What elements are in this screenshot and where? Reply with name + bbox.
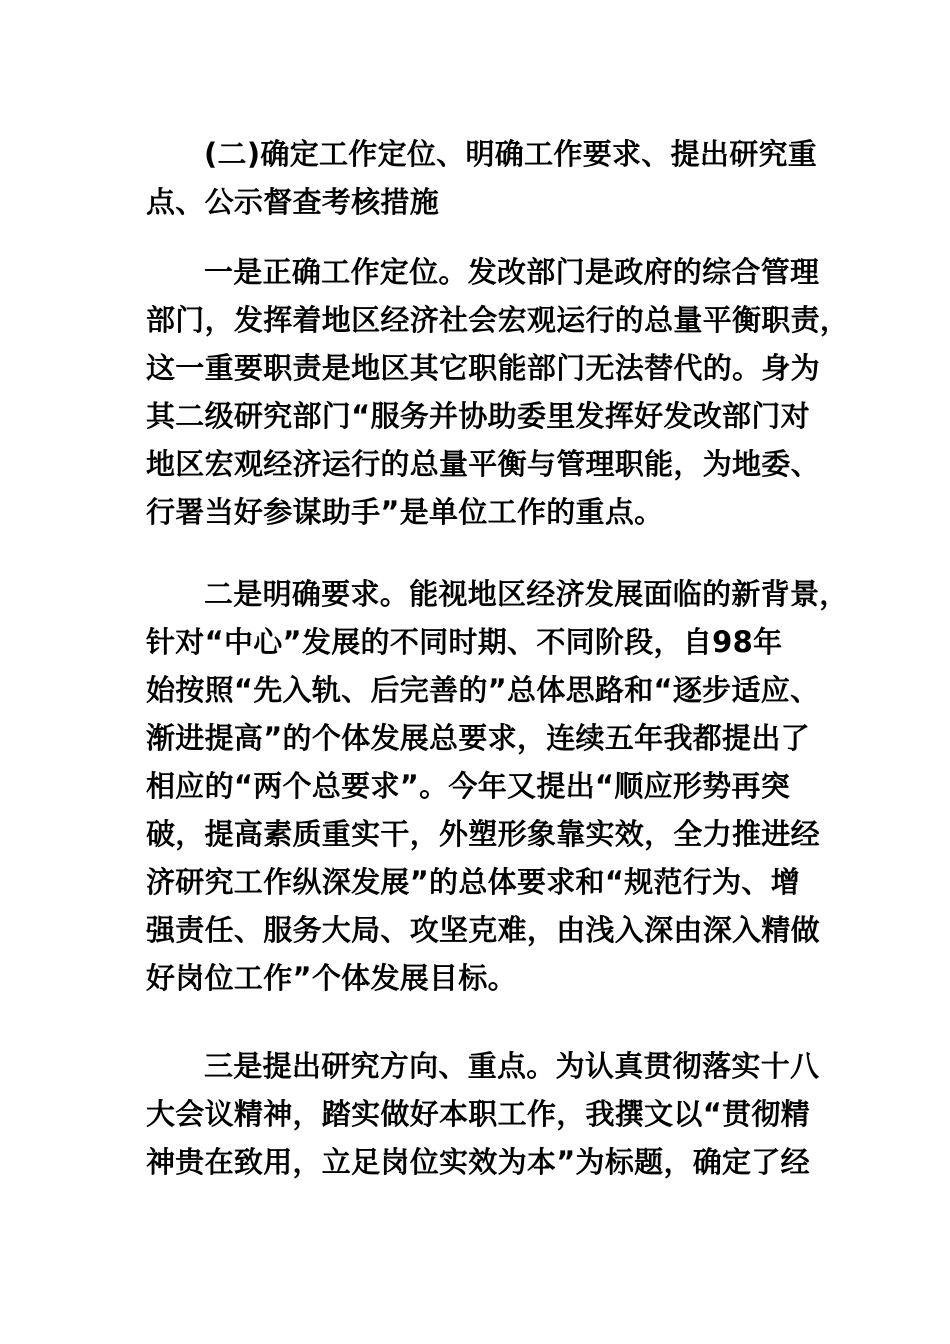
heading-line-2: 点、公示督查考核措施 xyxy=(146,185,440,219)
paragraph-line: 行署当好参谋助手”是单位工作的重点。 xyxy=(146,495,664,529)
paragraph-clear-requirements xyxy=(146,570,849,1002)
paragraph-line: 部门，发挥着地区经济社会宏观运行的总量平衡职责， xyxy=(146,303,850,337)
paragraph-line: 渐进提高”的个体发展总要求，连续五年我都提出了 xyxy=(146,721,810,755)
paragraph-line: 地区宏观经济运行的总量平衡与管理职能，为地委、 xyxy=(146,447,820,481)
paragraph-work-positioning xyxy=(146,248,850,536)
section-heading xyxy=(146,130,826,226)
paragraph-research-direction xyxy=(146,1042,826,1186)
paragraph-line: 二是明确要求。能视地区经济发展面临的新背景， xyxy=(204,577,849,611)
paragraph-line: 强责任、服务大局、攻坚克难，由浅入深由深入精做 xyxy=(146,913,820,947)
heading-line-1: (二)确定工作定位、明确工作要求、提出研究重 xyxy=(204,137,818,171)
paragraph-line: 始按照“先入轨、后完善的”总体思路和“逐步适应、 xyxy=(146,673,820,707)
paragraph-line: 神贵在致用，立足岗位实效为本”为标题，确定了经 xyxy=(146,1145,810,1179)
paragraph-line: 其二级研究部门“服务并协助委里发挥好发改部门对 xyxy=(146,399,810,433)
paragraph-line: 三是提出研究方向、重点。为认真贯彻落实十八 xyxy=(204,1049,820,1083)
paragraph-line: 这一重要职责是地区其它职能部门无法替代的。身为 xyxy=(146,351,820,385)
paragraph-line: 针对“中心”发展的不同时期、不同阶段，自98年 xyxy=(146,625,783,659)
paragraph-line: 大会议精神，踏实做好本职工作，我撰文以“贯彻精 xyxy=(146,1097,810,1131)
paragraph-line: 破，提高素质重实干，外塑形象靠实效，全力推进经 xyxy=(146,817,820,851)
paragraph-line: 好岗位工作”个体发展目标。 xyxy=(146,961,517,995)
paragraph-line: 济研究工作纵深发展”的总体要求和“规范行为、增 xyxy=(146,865,801,899)
paragraph-line: 相应的“两个总要求”。今年又提出“顺应形势再突 xyxy=(146,769,791,803)
paragraph-line: 一是正确工作定位。发改部门是政府的综合管理 xyxy=(204,255,820,289)
